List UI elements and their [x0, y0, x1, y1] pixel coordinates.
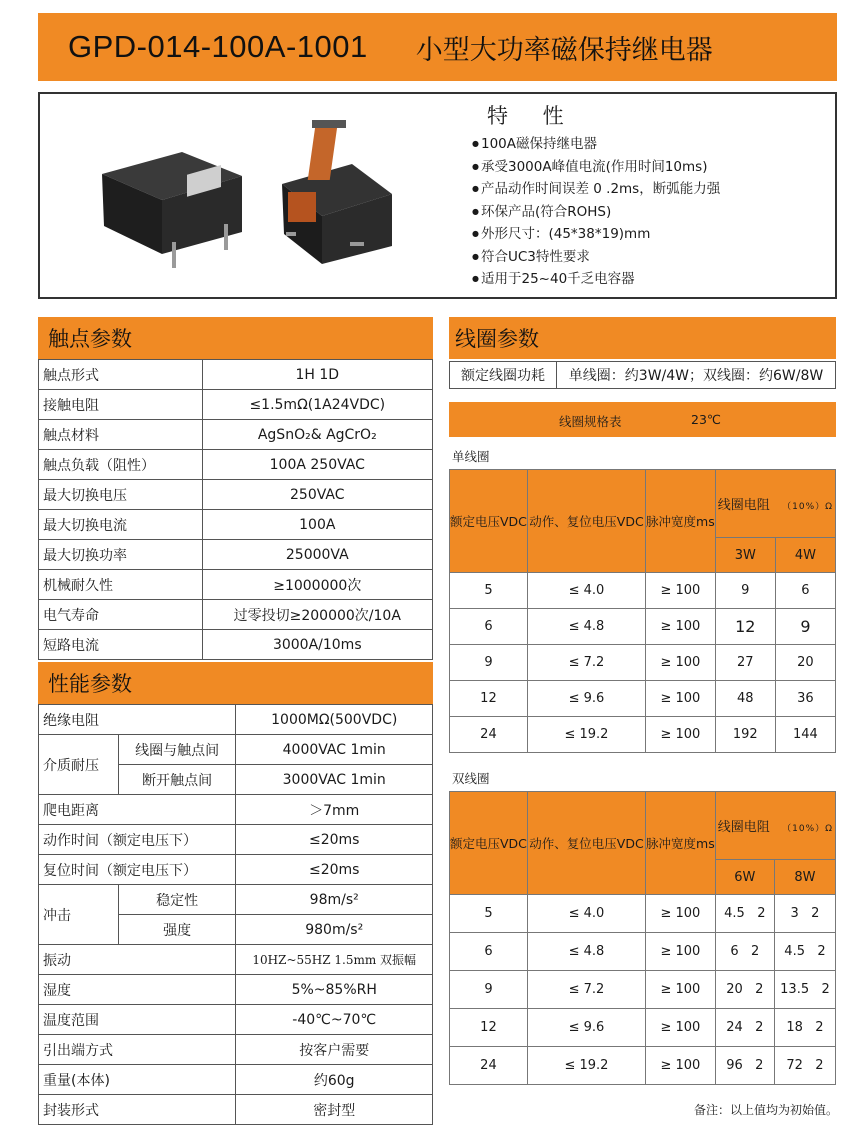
- table-row: [39, 630, 433, 660]
- row-label: 封装形式: [39, 1095, 236, 1125]
- cell: 20 2: [715, 971, 774, 1009]
- feature-item: ● 产品动作时间误差 0 .2ms，断弧能力强: [472, 178, 720, 201]
- table-row: [39, 450, 433, 480]
- row-value: 250VAC: [202, 480, 432, 510]
- row-value: -40℃~70℃: [236, 1005, 433, 1035]
- table-row: [450, 609, 836, 645]
- table-row: [39, 480, 433, 510]
- cell: 144: [775, 717, 835, 753]
- resistance-label: 线圈电阻: [717, 498, 770, 513]
- double-coil-table: [449, 791, 836, 1085]
- table-row: [39, 795, 433, 825]
- row-value: 100A 250VAC: [202, 450, 432, 480]
- feature-item: ● 符合UC3特性要求: [472, 246, 720, 269]
- cell: ≥ 100: [646, 895, 716, 933]
- cell: ≤ 4.0: [527, 895, 645, 933]
- header-operate-voltage: 动作、复位电压VDC: [527, 792, 645, 895]
- row-value: 过零投切≥200000次/10A: [202, 600, 432, 630]
- sub-label: 线圈与触点间: [118, 735, 236, 765]
- cell: 4.5 2: [715, 895, 774, 933]
- header-pulse-width: 脉冲宽度ms: [646, 792, 716, 895]
- header-power-a: 6W: [715, 860, 774, 895]
- row-value: 按客户需要: [236, 1035, 433, 1065]
- row-label: 介质耐压: [39, 735, 119, 795]
- header-power-b: 8W: [774, 860, 835, 895]
- row-label: 引出端方式: [39, 1035, 236, 1065]
- cell: ≥ 100: [646, 645, 716, 681]
- row-label: 触点材料: [39, 420, 203, 450]
- table-row: [39, 885, 433, 915]
- table-row: [39, 855, 433, 885]
- cell: ≤ 4.8: [527, 609, 645, 645]
- row-label: 重量(本体): [39, 1065, 236, 1095]
- coil-power-label: 额定线圈功耗: [449, 361, 557, 389]
- row-label: 温度范围: [39, 1005, 236, 1035]
- table-header-row: [450, 470, 836, 538]
- sub-label: 强度: [118, 915, 236, 945]
- row-value: 密封型: [236, 1095, 433, 1125]
- row-label: 接触电阻: [39, 390, 203, 420]
- table-row: [450, 717, 836, 753]
- features-title: 特 性: [487, 104, 578, 128]
- table-row: [450, 971, 836, 1009]
- cell: ≥ 100: [646, 609, 716, 645]
- table-row: [39, 735, 433, 765]
- coil-power-value: 单线圈：约3W/4W；双线圈：约6W/8W: [557, 361, 836, 389]
- table-row: [39, 510, 433, 540]
- table-row: [450, 1009, 836, 1047]
- contact-section-title: 触点参数: [48, 327, 132, 351]
- cell: 36: [775, 681, 835, 717]
- cell: ≤ 4.0: [527, 573, 645, 609]
- cell: 12: [715, 609, 775, 645]
- cell: 9: [775, 609, 835, 645]
- product-photo: [92, 114, 412, 284]
- coil-spec-bar: [449, 402, 836, 437]
- cell: 6: [450, 609, 528, 645]
- cell: ≥ 100: [646, 573, 716, 609]
- row-label: 湿度: [39, 975, 236, 1005]
- row-value: ≤20ms: [236, 825, 433, 855]
- cell: 24 2: [715, 1009, 774, 1047]
- cell: ≤ 4.8: [527, 933, 645, 971]
- cell: ≤ 19.2: [527, 717, 645, 753]
- coil-power-row: [449, 361, 836, 389]
- coil-spec-title: 线圈规格表: [559, 414, 622, 429]
- cell: ≤ 9.6: [527, 681, 645, 717]
- row-value: ＞7mm: [236, 795, 433, 825]
- table-row: [39, 825, 433, 855]
- model-number: GPD-014-100A-1001: [68, 29, 368, 64]
- row-value: AgSnO₂& AgCrO₂: [202, 420, 432, 450]
- cell: 9: [715, 573, 775, 609]
- table-row: [39, 540, 433, 570]
- table-header-row: [450, 792, 836, 860]
- header-coil-resistance: [715, 792, 835, 860]
- row-value: 1000MΩ(500VDC): [236, 705, 433, 735]
- cell: 48: [715, 681, 775, 717]
- features-panel: [38, 92, 837, 299]
- coil-section-title: 线圈参数: [455, 327, 539, 351]
- table-row: [450, 895, 836, 933]
- cell: ≤ 19.2: [527, 1047, 645, 1085]
- contact-section-header: [38, 317, 433, 359]
- resistance-tolerance: （10%）Ω: [782, 824, 834, 834]
- row-label: 最大切换功率: [39, 540, 203, 570]
- features-list: [472, 133, 720, 291]
- row-value: 1H 1D: [202, 360, 432, 390]
- row-label: 爬电距离: [39, 795, 236, 825]
- table-row: [39, 975, 433, 1005]
- row-label: 绝缘电阻: [39, 705, 236, 735]
- table-row: [39, 945, 433, 975]
- row-label: 最大切换电压: [39, 480, 203, 510]
- cell: ≤ 7.2: [527, 971, 645, 1009]
- footnote: 备注：以上值均为初始值。: [694, 1103, 839, 1117]
- table-row: [450, 645, 836, 681]
- row-label: 最大切换电流: [39, 510, 203, 540]
- header-rated-voltage: 额定电压VDC: [450, 792, 528, 895]
- cell: 6 2: [715, 933, 774, 971]
- header-pulse-width: 脉冲宽度ms: [646, 470, 716, 573]
- resistance-label: 线圈电阻: [717, 820, 770, 835]
- feature-item: ● 适用于25~40千乏电容器: [472, 268, 720, 291]
- row-value: 5%~85%RH: [236, 975, 433, 1005]
- cell: 13.5 2: [774, 971, 835, 1009]
- header-power-a: 3W: [715, 538, 775, 573]
- table-row: [39, 420, 433, 450]
- cell: 5: [450, 573, 528, 609]
- header-power-b: 4W: [775, 538, 835, 573]
- feature-item: ● 环保产品(符合ROHS): [472, 201, 720, 224]
- cell: 12: [450, 681, 528, 717]
- row-label: 动作时间（额定电压下）: [39, 825, 236, 855]
- feature-item: ● 外形尺寸：(45*38*19)mm: [472, 223, 720, 246]
- cell: ≥ 100: [646, 1009, 716, 1047]
- table-row: [39, 1035, 433, 1065]
- row-value: 3000VAC 1min: [236, 765, 433, 795]
- row-value: 约60g: [236, 1065, 433, 1095]
- cell: 96 2: [715, 1047, 774, 1085]
- header-rated-voltage: 额定电压VDC: [450, 470, 528, 573]
- product-name: 小型大功率磁保持继电器: [415, 34, 713, 66]
- cell: ≥ 100: [646, 1047, 716, 1085]
- table-row: [450, 1047, 836, 1085]
- cell: 9: [450, 645, 528, 681]
- cell: ≤ 7.2: [527, 645, 645, 681]
- row-label: 复位时间（额定电压下）: [39, 855, 236, 885]
- cell: 24: [450, 1047, 528, 1085]
- table-row: [39, 360, 433, 390]
- performance-section-title: 性能参数: [48, 672, 132, 696]
- performance-table: [38, 704, 433, 1125]
- row-label: 短路电流: [39, 630, 203, 660]
- sub-label: 断开触点间: [118, 765, 236, 795]
- row-value: 100A: [202, 510, 432, 540]
- row-value: 25000VA: [202, 540, 432, 570]
- table-row: [39, 600, 433, 630]
- single-coil-label: 单线圈: [452, 449, 490, 464]
- cell: 20: [775, 645, 835, 681]
- title-banner: [38, 13, 837, 81]
- single-coil-table: [449, 469, 836, 753]
- feature-item: ● 100A磁保持继电器: [472, 133, 720, 156]
- cell: ≥ 100: [646, 717, 716, 753]
- row-value: 4000VAC 1min: [236, 735, 433, 765]
- table-row: [39, 1005, 433, 1035]
- cell: 4.5 2: [774, 933, 835, 971]
- relay-front-image: [102, 152, 242, 268]
- header-coil-resistance: [715, 470, 835, 538]
- table-row: [450, 681, 836, 717]
- row-label: 冲击: [39, 885, 119, 945]
- cell: 24: [450, 717, 528, 753]
- table-row: [39, 390, 433, 420]
- row-value: 980m/s²: [236, 915, 433, 945]
- cell: ≥ 100: [646, 681, 716, 717]
- header-operate-voltage: 动作、复位电压VDC: [527, 470, 645, 573]
- row-value: ≥1000000次: [202, 570, 432, 600]
- table-row: [39, 570, 433, 600]
- relay-side-image: [282, 120, 392, 264]
- contact-table: [38, 359, 433, 660]
- cell: 6: [775, 573, 835, 609]
- cell: 27: [715, 645, 775, 681]
- cell: 9: [450, 971, 528, 1009]
- row-label: 触点负载（阻性）: [39, 450, 203, 480]
- table-row: [450, 933, 836, 971]
- row-label: 振动: [39, 945, 236, 975]
- table-row: [450, 573, 836, 609]
- cell: 72 2: [774, 1047, 835, 1085]
- row-label: 机械耐久性: [39, 570, 203, 600]
- cell: 192: [715, 717, 775, 753]
- cell: 18 2: [774, 1009, 835, 1047]
- double-coil-label: 双线圈: [452, 771, 490, 786]
- row-label: 电气寿命: [39, 600, 203, 630]
- table-row: [39, 705, 433, 735]
- row-value: 3000A/10ms: [202, 630, 432, 660]
- row-value: ≤20ms: [236, 855, 433, 885]
- cell: 5: [450, 895, 528, 933]
- table-row: [39, 1095, 433, 1125]
- row-value: 10HZ~55HZ 1.5mm 双振幅: [236, 945, 433, 975]
- cell: ≥ 100: [646, 933, 716, 971]
- cell: 3 2: [774, 895, 835, 933]
- table-row: [39, 1065, 433, 1095]
- cell: ≤ 9.6: [527, 1009, 645, 1047]
- resistance-tolerance: （10%）Ω: [782, 502, 834, 512]
- sub-label: 稳定性: [118, 885, 236, 915]
- feature-item: ● 承受3000A峰值电流(作用时间10ms): [472, 156, 720, 179]
- row-label: 触点形式: [39, 360, 203, 390]
- cell: 12: [450, 1009, 528, 1047]
- row-value: 98m/s²: [236, 885, 433, 915]
- coil-section-header: [449, 317, 836, 359]
- row-value: ≤1.5mΩ(1A24VDC): [202, 390, 432, 420]
- cell: 6: [450, 933, 528, 971]
- coil-spec-temp: 23℃: [691, 412, 721, 427]
- cell: ≥ 100: [646, 971, 716, 1009]
- performance-section-header: [38, 662, 433, 704]
